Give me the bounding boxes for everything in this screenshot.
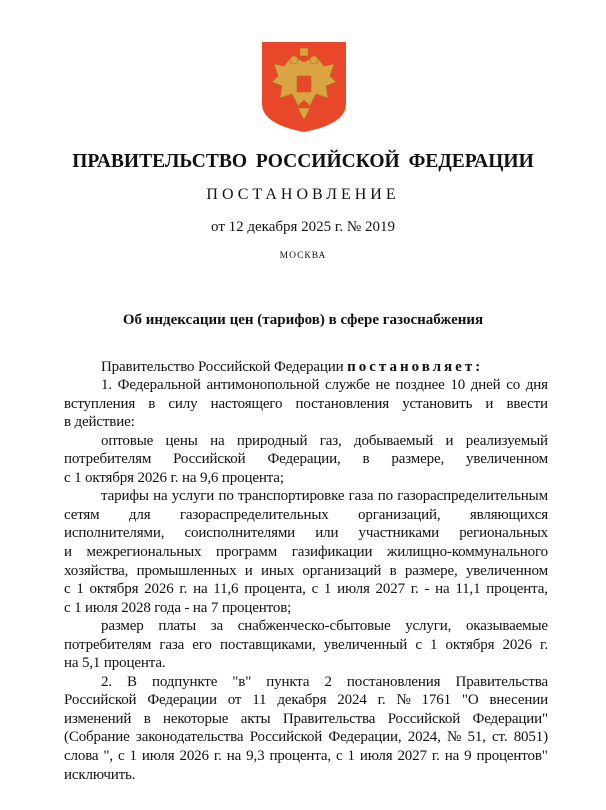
word: № [396, 692, 411, 709]
word: июля [359, 748, 393, 764]
word: услуги [171, 488, 215, 505]
word: г. [410, 581, 419, 598]
word: вступления [64, 395, 136, 412]
word: на [210, 432, 225, 449]
date-and-number: от 12 декабря 2025 г. № 2019 [211, 219, 395, 235]
word: для [128, 506, 151, 523]
word: 9 [464, 748, 472, 764]
word: 2. [101, 673, 112, 690]
word: соисполнителями [184, 525, 296, 542]
word: оказываемые [465, 618, 548, 635]
word: программ [215, 543, 278, 560]
word: процента, [244, 581, 306, 598]
document-type: ПОСТАНОВЛЕНИЕ [206, 186, 400, 203]
word: на [226, 748, 242, 764]
word: законодательства [135, 729, 244, 746]
word: 2027 [397, 748, 427, 764]
text-line [101, 432, 548, 450]
word: Правительства [455, 673, 548, 690]
text-line: в действие: [64, 414, 135, 431]
word: его [192, 636, 212, 653]
text-line [64, 580, 548, 598]
word: г. [213, 748, 222, 764]
word: процентов" [476, 748, 548, 764]
word: газа [159, 636, 185, 653]
word: г. [377, 692, 386, 709]
word: в [143, 710, 151, 727]
preamble-text: Правительство Российской Федерации [101, 359, 348, 375]
word: ", [103, 748, 113, 764]
word: и [244, 562, 253, 579]
word: изменений [64, 710, 132, 727]
word: на [435, 581, 450, 598]
word: размер [101, 618, 144, 635]
word: транспортировке [237, 488, 345, 505]
word: 1761 [421, 692, 451, 709]
word: промышленных [136, 562, 237, 579]
document-subject: Об индексации цен (тарифов) в сфере газоснабжения [122, 312, 484, 328]
word: постановления [346, 673, 441, 690]
word: антимонопольной [206, 377, 320, 393]
word: Федеральной [117, 377, 201, 393]
word: Федерации, [267, 451, 341, 468]
word: позднее [395, 377, 445, 393]
word: Правительства [282, 710, 376, 727]
word: 11,6 [213, 581, 239, 598]
word: от [227, 692, 242, 709]
word: В [127, 673, 137, 690]
word: 2024, [407, 729, 441, 746]
word: не [375, 377, 390, 393]
word: № [447, 729, 462, 746]
word: некоторые [163, 710, 229, 727]
word: 8051) [513, 729, 548, 746]
word: Федерации, [328, 729, 402, 746]
word: Российской [249, 729, 323, 746]
word: настоящего [210, 395, 283, 412]
word: потребителям [64, 636, 152, 653]
word: на [444, 748, 460, 764]
word: 2026 [144, 581, 174, 598]
word: 1. [101, 377, 112, 393]
word: ввести [506, 395, 548, 412]
word: силу [168, 395, 198, 412]
word: тарифы [101, 488, 149, 505]
word: хозяйства, [64, 562, 129, 579]
text-line: с 1 июля 2028 года - на 7 процентов; [64, 599, 292, 616]
word: оптовые [101, 432, 154, 449]
text-line [64, 506, 548, 524]
word: г. [540, 636, 548, 653]
word: 2026 [502, 636, 532, 653]
word: службе [324, 377, 370, 393]
word: с [64, 581, 71, 598]
text-line [64, 450, 548, 468]
word: организаций, [358, 506, 441, 523]
word: с [415, 636, 422, 653]
word: 1 [347, 748, 355, 764]
word: газа [348, 488, 374, 505]
word: июля [337, 581, 370, 598]
text-line [64, 691, 548, 709]
word: и [485, 395, 494, 412]
word: октября [89, 581, 139, 598]
text-line [64, 543, 548, 561]
word: платы [158, 618, 196, 635]
word: организаций [302, 562, 382, 579]
word: 51, [467, 729, 486, 746]
word: Федерации [147, 692, 217, 709]
word: ст. [492, 729, 508, 746]
word: - [424, 581, 430, 598]
text-line: на 5,1 процента. [64, 655, 166, 672]
word: потребителям [64, 451, 152, 468]
word: на [193, 581, 208, 598]
word: Федерации" [472, 710, 548, 727]
word: 2 [324, 673, 332, 690]
word: внесении [489, 692, 548, 709]
word: 9,3 [246, 748, 265, 764]
word: 1 [323, 581, 332, 598]
word: по [377, 488, 393, 505]
word: октября [445, 636, 495, 653]
word: цены [165, 432, 198, 449]
text-line [64, 395, 548, 413]
word: добываемый [353, 432, 434, 449]
word: реализуемый [465, 432, 548, 449]
word: газификации [291, 543, 373, 560]
word: установить [402, 395, 473, 412]
text-line [101, 487, 548, 505]
decree-word: постановляет: [347, 359, 484, 375]
word: региональных [459, 525, 548, 542]
word: увеличенном [465, 562, 548, 579]
word: 2026 [179, 748, 209, 764]
word: июля [141, 748, 175, 764]
word: сетям [64, 506, 100, 523]
text-line [64, 524, 548, 542]
word: участниками [358, 525, 440, 542]
word: газораспределительным [397, 488, 548, 505]
word: процента, [269, 748, 331, 764]
word: пункта [266, 673, 310, 690]
text-line [64, 747, 548, 765]
word: газ, [319, 432, 342, 449]
word: природный [236, 432, 308, 449]
text-line [101, 673, 548, 691]
city: МОСКВА [279, 251, 327, 261]
word: увеличенный [323, 636, 408, 653]
coat-of-arms-emblem [262, 42, 346, 132]
word: с [335, 748, 343, 764]
word: и [64, 543, 72, 560]
issuer-title: ПРАВИТЕЛЬСТВО РОССИЙСКОЙ ФЕДЕРАЦИИ [72, 151, 534, 172]
word: постановления [295, 395, 390, 412]
word: со [506, 377, 521, 393]
text-line [101, 617, 548, 635]
word: в [362, 451, 370, 468]
word: межрегиональных [86, 543, 202, 560]
text-line [64, 710, 548, 728]
text-line: исключить. [64, 766, 136, 783]
text-line [64, 728, 548, 746]
word: по [218, 488, 234, 505]
word: с [311, 581, 319, 598]
word: 1 [129, 748, 137, 764]
word: исполнителями, [64, 525, 165, 542]
word: Российской [64, 692, 137, 709]
word: г. [179, 581, 188, 598]
word: 2027 [375, 581, 405, 598]
preamble [101, 358, 548, 376]
word: размере, [404, 562, 458, 579]
text-line [101, 376, 548, 394]
word: дней [470, 377, 501, 393]
word: 1 [76, 581, 84, 598]
word: 11,1 [455, 581, 481, 598]
word: размере, [391, 451, 445, 468]
word: дня [525, 377, 548, 393]
word: иных [261, 562, 295, 579]
word: газораспределительных [179, 506, 329, 523]
word: на [153, 488, 168, 505]
word: декабря [277, 692, 327, 709]
word: услуги, [405, 618, 452, 635]
word: 1 [429, 636, 438, 653]
word: процента, [486, 581, 548, 598]
word: являющихся [469, 506, 548, 523]
word: (Собрание [64, 729, 130, 746]
word: "О [461, 692, 479, 709]
word: увеличенном [466, 451, 548, 468]
word: г. [431, 748, 440, 764]
word: Российской [173, 451, 246, 468]
text-line [64, 562, 548, 580]
text-line [64, 636, 548, 654]
word: с [117, 748, 125, 764]
word: за [210, 618, 223, 635]
word: 11 [252, 692, 267, 709]
word: в [389, 562, 397, 579]
text-line: с 1 октября 2026 г. на 9,6 процента; [64, 469, 284, 486]
word: подпункте [151, 673, 218, 690]
word: и [445, 432, 454, 449]
word: 2024 [337, 692, 367, 709]
word: Российской [387, 710, 461, 727]
word: поставщиками, [219, 636, 316, 653]
word: или [315, 525, 339, 542]
word: 10 [450, 377, 466, 393]
word: акты [240, 710, 271, 727]
word: жилищно-коммунального [386, 543, 548, 560]
word: снабженческо-сбытовые [237, 618, 391, 635]
word: слова [64, 748, 99, 764]
word: "в" [232, 673, 252, 690]
word: в [148, 395, 156, 412]
